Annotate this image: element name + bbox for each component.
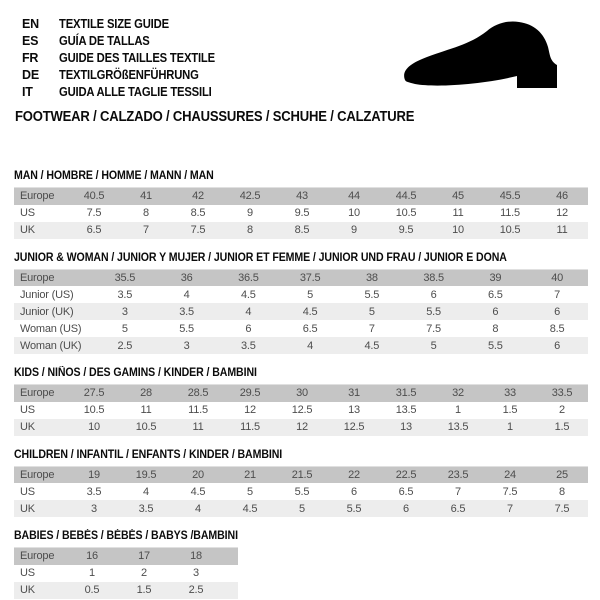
size-table-children <box>14 466 588 518</box>
row-label: Europe <box>14 385 68 402</box>
filler-cell <box>222 582 238 599</box>
size-cell: 32 <box>432 385 484 402</box>
size-cell: 20 <box>172 466 224 483</box>
size-row <box>14 188 588 205</box>
size-row <box>14 320 588 337</box>
language-title: TEXTILGRÖßENFÜHRUNG <box>59 67 199 82</box>
size-cell: 3 <box>193 567 199 579</box>
size-table-babies <box>14 547 238 599</box>
size-cell: 6 <box>351 485 357 498</box>
size-cell: 7 <box>455 485 461 498</box>
size-cell: 2.5 <box>170 582 222 599</box>
size-cell: 3.5 <box>86 485 102 498</box>
size-cell: 10.5 <box>83 404 105 416</box>
size-cell: 6 <box>245 322 252 335</box>
language-code: DE <box>22 67 39 82</box>
size-cell: 5.5 <box>179 322 194 335</box>
size-cell: 6.5 <box>488 288 503 301</box>
size-cell: 3 <box>68 500 120 517</box>
size-cell: 7.5 <box>536 500 588 517</box>
filler-cell <box>222 548 238 565</box>
size-cell: 11 <box>452 207 464 219</box>
size-cell: 5 <box>121 322 128 335</box>
size-section-kids <box>14 367 600 436</box>
size-cell: 12 <box>276 419 328 436</box>
size-cell: 2 <box>559 404 565 416</box>
size-cell: 9 <box>328 222 380 239</box>
size-cell: 3 <box>156 337 218 354</box>
size-table-man <box>14 187 588 239</box>
size-row <box>14 385 588 402</box>
size-cell: 6 <box>430 288 437 301</box>
size-row <box>14 337 588 354</box>
size-cell: 8 <box>559 485 565 498</box>
size-cell: 12 <box>556 207 568 219</box>
size-cell: 6 <box>526 337 588 354</box>
size-row <box>14 402 588 419</box>
size-cell: 7 <box>554 288 561 301</box>
language-title: GUIDE DES TAILLES TEXTILE <box>59 50 215 65</box>
row-label: Europe <box>14 466 68 483</box>
size-cell: 13.5 <box>432 419 484 436</box>
size-cell: 2.5 <box>94 337 156 354</box>
size-cell: 9.5 <box>380 222 432 239</box>
language-code: ES <box>22 33 39 48</box>
size-row <box>14 582 238 599</box>
size-section-man <box>14 170 600 239</box>
category-title <box>15 109 600 125</box>
row-label: Europe <box>14 188 68 205</box>
size-section-children <box>14 449 600 518</box>
row-label: Junior (US) <box>20 288 74 301</box>
row-label: Woman (US) <box>20 322 82 335</box>
size-cell: 23.5 <box>432 466 484 483</box>
size-cell: 7 <box>368 322 375 335</box>
size-row <box>14 419 588 436</box>
size-cell: 5.5 <box>328 500 380 517</box>
row-label: US <box>20 485 35 498</box>
guide-header <box>0 0 600 125</box>
size-cell: 1 <box>89 567 95 579</box>
size-cell: 3.5 <box>218 337 280 354</box>
size-cell: 4 <box>183 288 190 301</box>
size-cell: 6 <box>526 303 588 320</box>
category-title-text: FOOTWEAR / CALZADO / CHAUSSURES / SCHUHE / CALZATURE <box>15 109 415 125</box>
size-cell: 42 <box>172 188 224 205</box>
size-cell: 42.5 <box>224 188 276 205</box>
size-section-babies <box>14 530 600 599</box>
size-cell: 46 <box>536 188 588 205</box>
size-row <box>14 565 238 582</box>
size-table-kids <box>14 384 588 436</box>
row-label: UK <box>14 419 68 436</box>
shoe-icon <box>393 20 583 104</box>
size-cell: 5 <box>341 303 403 320</box>
size-cell: 29.5 <box>224 385 276 402</box>
size-tables <box>14 170 600 599</box>
row-label: Europe <box>14 269 94 286</box>
language-code: FR <box>22 50 39 65</box>
size-cell: 36.5 <box>218 269 280 286</box>
size-cell: 21.5 <box>276 466 328 483</box>
size-cell: 8.5 <box>276 222 328 239</box>
size-cell: 13.5 <box>395 404 417 416</box>
size-cell: 10 <box>68 419 120 436</box>
size-cell: 22 <box>328 466 380 483</box>
size-cell: 16 <box>66 548 118 565</box>
size-cell: 8.5 <box>549 322 565 335</box>
size-cell: 4.5 <box>190 485 206 498</box>
size-cell: 17 <box>118 548 170 565</box>
size-cell: 9.5 <box>294 207 310 219</box>
size-cell: 3.5 <box>156 303 218 320</box>
size-cell: 36 <box>156 269 218 286</box>
section-title: MAN / HOMBRE / HOMME / MANN / MAN <box>14 170 214 182</box>
size-cell: 1.5 <box>536 419 588 436</box>
size-row <box>14 303 588 320</box>
size-cell: 1.5 <box>118 582 170 599</box>
size-cell: 31 <box>328 385 380 402</box>
size-cell: 8 <box>143 207 149 219</box>
size-row <box>14 286 588 303</box>
size-section-junior-woman <box>14 252 600 355</box>
size-row <box>14 483 588 500</box>
size-cell: 8 <box>492 322 499 335</box>
section-title: JUNIOR & WOMAN / JUNIOR Y MUJER / JUNIOR ET FEMME / JUNIOR UND FRAU / JUNIOR E DONA <box>14 251 507 264</box>
size-cell: 5.5 <box>465 337 527 354</box>
size-cell: 8 <box>224 222 276 239</box>
size-cell: 13 <box>348 404 360 416</box>
size-cell: 6.5 <box>68 222 120 239</box>
size-cell: 11.5 <box>500 207 520 219</box>
size-cell: 4 <box>279 337 341 354</box>
size-cell: 10.5 <box>395 207 417 219</box>
size-cell: 33.5 <box>536 385 588 402</box>
size-cell: 11.5 <box>224 419 276 436</box>
size-cell: 4 <box>172 500 224 517</box>
size-cell: 8.5 <box>190 207 206 219</box>
size-cell: 5.5 <box>364 288 380 301</box>
row-label: UK <box>14 500 68 517</box>
section-title: CHILDREN / INFANTIL / ENFANTS / KINDER / BAMBINI <box>14 448 283 461</box>
row-label: Junior (UK) <box>14 303 94 320</box>
size-cell: 27.5 <box>68 385 120 402</box>
size-cell: 40 <box>526 269 588 286</box>
size-cell: 4.5 <box>241 288 256 301</box>
size-row <box>14 269 588 286</box>
size-cell: 44 <box>328 188 380 205</box>
size-cell: 39 <box>465 269 527 286</box>
size-cell: 5 <box>276 500 328 517</box>
size-cell: 5.5 <box>294 485 310 498</box>
size-cell: 43 <box>276 188 328 205</box>
size-cell: 31.5 <box>380 385 432 402</box>
size-cell: 4.5 <box>279 303 341 320</box>
size-cell: 7.5 <box>172 222 224 239</box>
size-cell: 35.5 <box>94 269 156 286</box>
size-cell: 12 <box>244 404 256 416</box>
size-cell: 4.5 <box>341 337 403 354</box>
size-cell: 2 <box>141 567 147 579</box>
size-cell: 4.5 <box>224 500 276 517</box>
size-cell: 10.5 <box>120 419 172 436</box>
size-cell: 10.5 <box>484 222 536 239</box>
size-cell: 40.5 <box>68 188 120 205</box>
language-code: EN <box>22 16 39 31</box>
language-title: TEXTILE SIZE GUIDE <box>59 16 169 31</box>
size-cell: 5 <box>403 337 465 354</box>
size-row <box>14 548 238 565</box>
size-row <box>14 205 588 222</box>
size-cell: 28 <box>120 385 172 402</box>
size-cell: 41 <box>120 188 172 205</box>
row-label: US <box>20 207 35 219</box>
size-cell: 3.5 <box>120 500 172 517</box>
row-label: Woman (UK) <box>14 337 94 354</box>
size-cell: 7.5 <box>502 485 518 498</box>
section-title: BABIES / BEBÉS / BÉBÉS / BABYS /BAMBINI <box>14 530 238 542</box>
size-cell: 11.5 <box>188 404 208 416</box>
size-cell: 19 <box>68 466 120 483</box>
size-cell: 10 <box>348 207 360 219</box>
size-cell: 9 <box>247 207 253 219</box>
size-cell: 21 <box>224 466 276 483</box>
language-title: GUIDA ALLE TAGLIE TESSILI <box>59 84 212 99</box>
size-cell: 33 <box>484 385 536 402</box>
size-cell: 37.5 <box>279 269 341 286</box>
size-cell: 1 <box>455 404 461 416</box>
size-cell: 11 <box>172 419 224 436</box>
size-cell: 19.5 <box>120 466 172 483</box>
size-cell: 1.5 <box>502 404 518 416</box>
size-table-junior-woman <box>14 269 588 355</box>
size-cell: 45 <box>432 188 484 205</box>
size-cell: 6.5 <box>398 485 414 498</box>
size-cell: 7 <box>120 222 172 239</box>
size-cell: 11 <box>140 404 152 416</box>
language-code: IT <box>22 84 33 99</box>
row-label: US <box>20 404 35 416</box>
size-cell: 6.5 <box>302 322 318 335</box>
size-cell: 22.5 <box>380 466 432 483</box>
size-cell: 12.5 <box>291 404 313 416</box>
size-cell: 7.5 <box>426 322 441 335</box>
row-label: UK <box>14 222 68 239</box>
filler-cell <box>222 565 238 582</box>
row-label: UK <box>14 582 66 599</box>
section-title: KIDS / NIÑOS / DES GAMINS / KINDER / BAMBINI <box>14 367 257 379</box>
size-cell: 13 <box>380 419 432 436</box>
size-cell: 5 <box>307 288 314 301</box>
size-row <box>14 222 588 239</box>
size-cell: 12.5 <box>328 419 380 436</box>
size-cell: 6 <box>465 303 527 320</box>
size-cell: 38 <box>341 269 403 286</box>
size-cell: 4 <box>218 303 280 320</box>
size-cell: 6 <box>380 500 432 517</box>
size-cell: 11 <box>536 222 588 239</box>
size-cell: 45.5 <box>484 188 536 205</box>
size-row <box>14 500 588 517</box>
size-cell: 24 <box>484 466 536 483</box>
size-cell: 10 <box>432 222 484 239</box>
size-cell: 5 <box>247 485 253 498</box>
size-cell: 44.5 <box>380 188 432 205</box>
size-cell: 4 <box>143 485 149 498</box>
size-row <box>14 466 588 483</box>
size-cell: 0.5 <box>66 582 118 599</box>
size-cell: 28.5 <box>172 385 224 402</box>
size-cell: 7.5 <box>86 207 102 219</box>
size-cell: 30 <box>276 385 328 402</box>
size-cell: 7 <box>484 500 536 517</box>
size-cell: 3.5 <box>117 288 133 301</box>
size-cell: 38.5 <box>403 269 465 286</box>
size-cell: 1 <box>484 419 536 436</box>
size-cell: 18 <box>170 548 222 565</box>
size-cell: 6.5 <box>432 500 484 517</box>
row-label: Europe <box>14 548 66 565</box>
size-cell: 25 <box>536 466 588 483</box>
row-label: US <box>20 567 35 579</box>
size-cell: 5.5 <box>403 303 465 320</box>
size-cell: 3 <box>94 303 156 320</box>
language-title: GUÍA DE TALLAS <box>59 33 150 48</box>
